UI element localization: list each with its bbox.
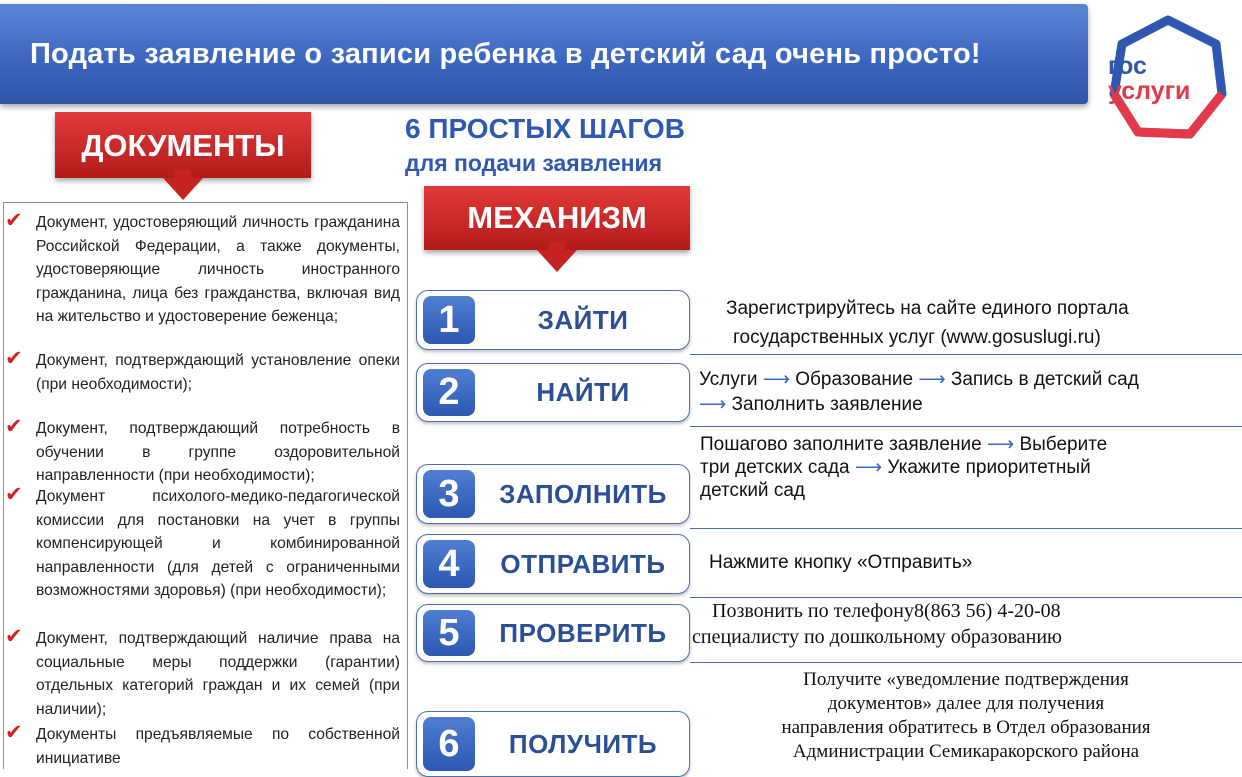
arrow-right-icon: ⟶	[762, 369, 790, 390]
mechanism-tag-stem	[549, 242, 565, 250]
steps-subtitle: для подачи заявления	[405, 150, 663, 176]
arrow-down-icon	[537, 250, 577, 272]
mechanism-tag: МЕХАНИЗМ	[424, 186, 690, 250]
page-title: Подать заявление о записи ребенка в детский сад очень просто!	[30, 38, 981, 70]
step-label: ЗАЙТИ	[537, 304, 629, 335]
document-item: ✔ Документ, удостоверяющий личность гражданина Российской Федерации, а также документы, удостоверяющие личность иностранного гражданина, лица без гражданства, включая вид на жительство и удостоверение беженца;	[5, 209, 400, 325]
step-divider	[690, 528, 1242, 529]
logo-text-uslugi: услуги	[1108, 77, 1191, 105]
check-icon: ✔	[5, 625, 23, 648]
check-icon: ✔	[5, 483, 23, 506]
arrow-right-icon: ⟶	[986, 434, 1015, 455]
step-2	[416, 363, 690, 422]
check-icon: ✔	[5, 347, 23, 370]
arrow-right-icon: ⟶	[854, 457, 883, 478]
arrow-right-icon: ⟶	[918, 369, 946, 390]
step-number: 4	[423, 540, 475, 588]
check-icon: ✔	[5, 415, 23, 438]
step-divider	[690, 354, 1242, 355]
step-4-description: Нажмите кнопку «Отправить»	[709, 552, 973, 573]
check-icon: ✔	[5, 721, 23, 744]
step-number: 5	[423, 610, 475, 656]
step-6-description: Получите «уведомление подтверждения документов» далее для получения направления обратитесь в Отдел образования Администрации Семикаракорского района	[781, 669, 1151, 762]
documents-list	[3, 202, 408, 769]
step-4	[416, 534, 690, 594]
step-3-description: Пошагово заполните заявление ⟶ Выберите три детских сада ⟶ Укажите приоритетный детский сад	[700, 434, 1108, 501]
check-icon: ✔	[5, 209, 23, 232]
documents-tag-stem	[175, 170, 191, 178]
step-label: НАЙТИ	[536, 377, 630, 407]
header-banner	[0, 4, 1088, 104]
steps-title: 6 ПРОСТЫХ ШАГОВ	[405, 113, 685, 144]
step-number: 6	[423, 717, 475, 771]
step-5	[416, 604, 690, 662]
step-divider	[690, 662, 1242, 663]
step-1-description: Зарегистрируйтесь на сайте единого портала государственных услуг (www.gosuslugi.ru)	[726, 298, 1129, 348]
document-item: ✔ Документы предъявляемые по собственной инициативе	[5, 721, 400, 767]
step-number: 1	[423, 296, 475, 344]
step-label: ПОЛУЧИТЬ	[508, 728, 658, 759]
document-item: ✔ Документ, подтверждающий потребность в обучении в группе оздоровительной направленности (при необходимости);	[5, 415, 400, 484]
arrow-down-icon	[163, 178, 203, 200]
step-6	[416, 711, 690, 777]
logo-text-gos: гос	[1108, 52, 1147, 80]
step-divider	[690, 426, 1242, 427]
step-1	[416, 290, 690, 350]
step-label: ЗАПОЛНИТЬ	[499, 478, 667, 509]
step-5-description: Позвонить по телефону8(863 56) 4-20-08 специалисту по дошкольному образованию	[692, 600, 1062, 648]
arrow-right-icon: ⟶	[699, 394, 727, 415]
step-2-description: Услуги ⟶ Образование ⟶ Запись в детский сад ⟶ Заполнить заявление	[699, 369, 1139, 415]
document-item: ✔ Документ, подтверждающий наличие права на социальные меры поддержки (гарантии) отдельных категорий граждан и их семей (при наличии);	[5, 625, 400, 718]
step-number: 2	[423, 369, 475, 416]
documents-tag: ДОКУМЕНТЫ	[55, 112, 311, 178]
step-label: ПРОВЕРИТЬ	[499, 617, 667, 648]
step-label: ОТПРАВИТЬ	[500, 548, 666, 579]
step-number: 3	[423, 470, 475, 518]
document-item: ✔ Документ психолого-медико-педагогической комиссии для постановки на учет в группы компенсирующей и комбинированной направленности (для детей с ограниченными возможностями здоровья) (при необходимости);	[5, 483, 400, 599]
document-item: ✔ Документ, подтверждающий установление опеки (при необходимости);	[5, 347, 400, 393]
step-3	[416, 464, 690, 524]
